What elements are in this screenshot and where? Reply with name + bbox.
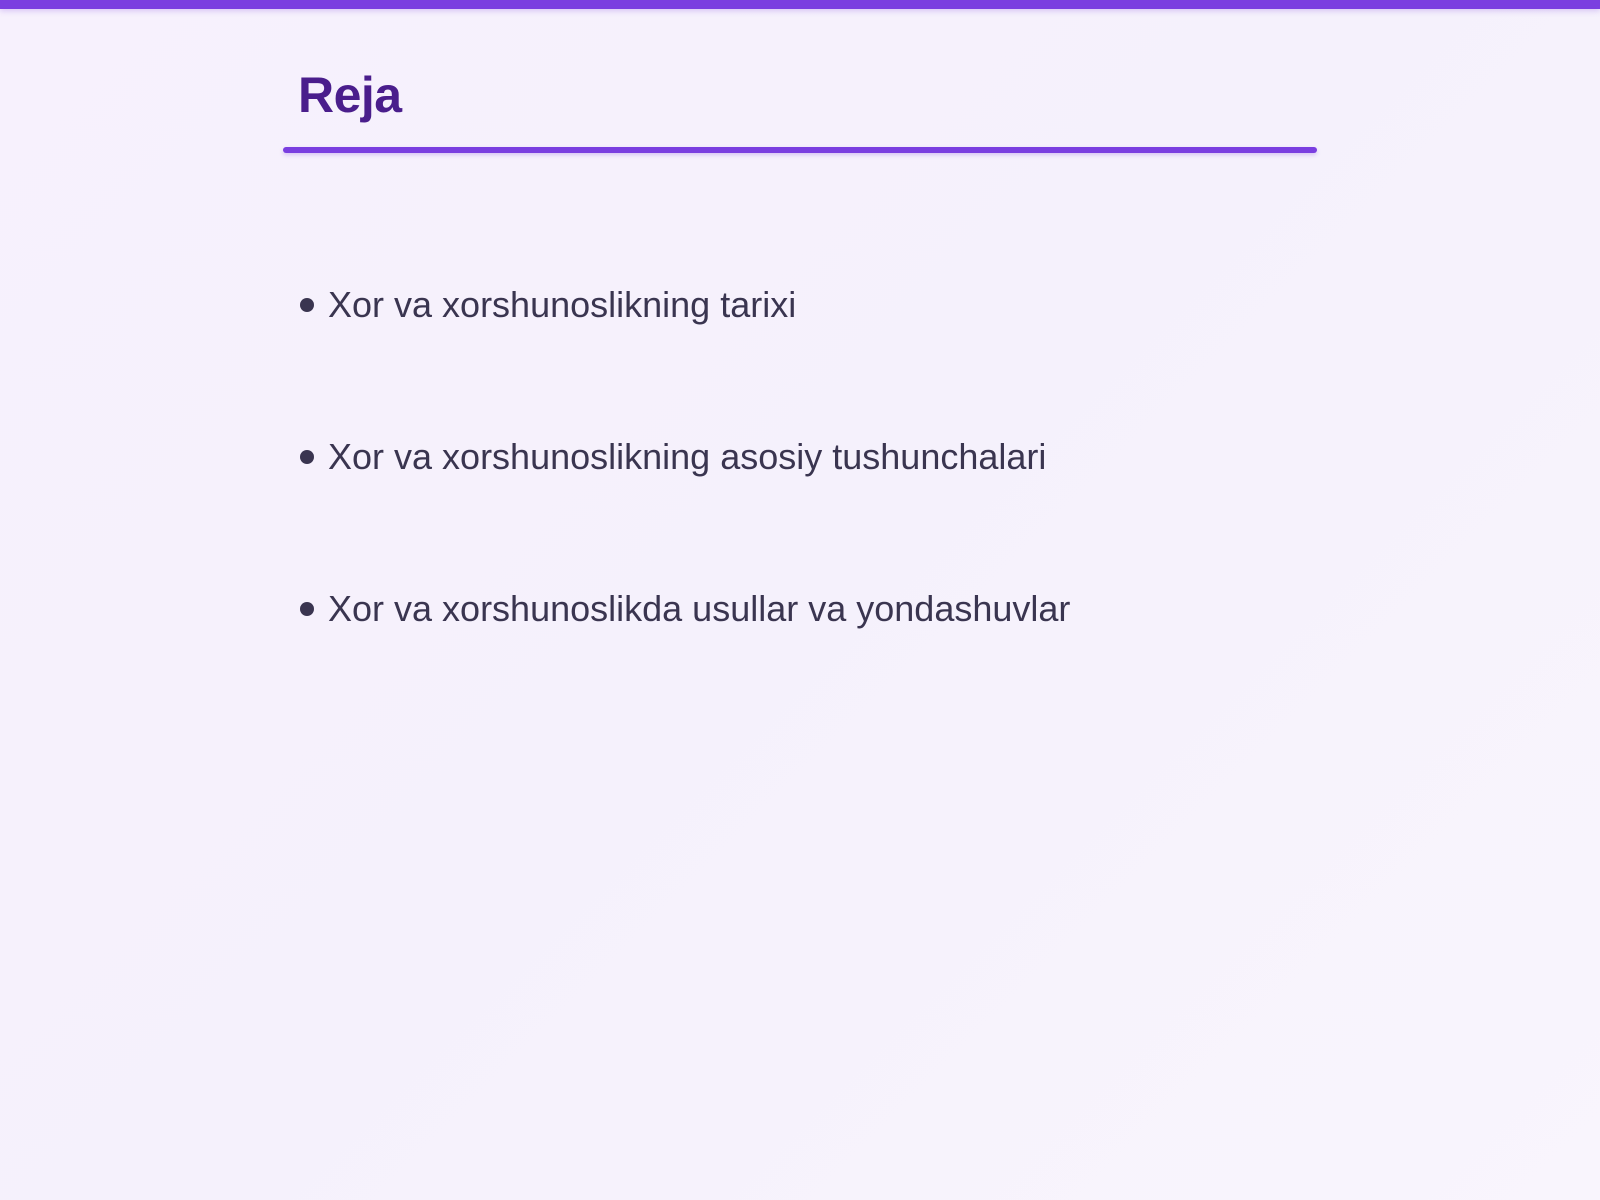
- slide-title: Reja: [298, 67, 402, 123]
- list-item: [300, 381, 1070, 533]
- bullet-icon: [300, 298, 314, 312]
- bullet-text: Xor va xorshunoslikda usullar va yondashuvlar: [328, 588, 1071, 629]
- bullet-icon: [300, 450, 314, 464]
- title-underline: [283, 147, 1317, 153]
- bullet-icon: [300, 602, 314, 616]
- bullet-list: [300, 278, 1070, 685]
- list-item: [300, 533, 1070, 685]
- list-item: [300, 229, 1070, 381]
- bullet-text: Xor va xorshunoslikning asosiy tushunchalari: [328, 436, 1047, 477]
- top-accent-bar: [0, 0, 1600, 9]
- bullet-text: Xor va xorshunoslikning tarixi: [328, 284, 797, 325]
